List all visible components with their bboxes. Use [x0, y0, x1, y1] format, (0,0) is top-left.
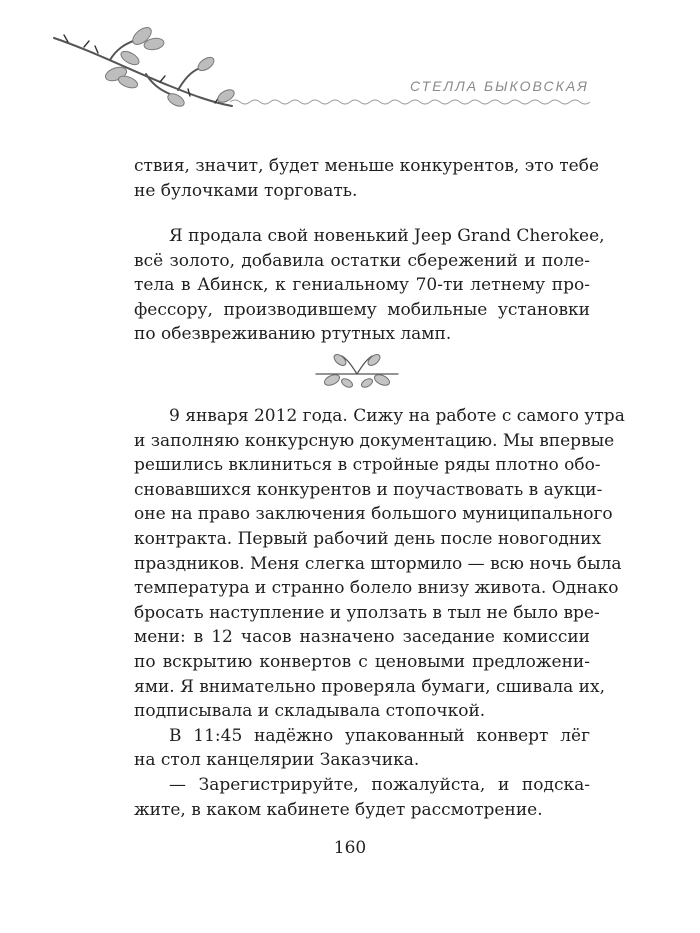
running-head: СТЕЛЛА БЫКОВСКАЯ: [410, 78, 589, 94]
text-line: бросать наступление и уползать в тыл не было вре-: [134, 602, 600, 623]
paragraph-january: [134, 404, 625, 822]
text-line: на стол канцелярии Заказчика.: [134, 750, 420, 771]
text-line: и заполняю конкурсную документацию. Мы впервые: [134, 430, 615, 451]
text-line: — Зарегистрируйте, пожалуйста, и подска-: [169, 774, 590, 795]
text-line: ствия, значит, будет меньше конкурентов, это тебе: [134, 156, 600, 176]
text-line: В 11:45 надёжно упакованный конверт лёг: [169, 725, 590, 746]
text-line: мени: в 12 часов назначено заседание комиссии: [134, 627, 590, 648]
text-line: 9 января 2012 года. Сижу на работе с самого утра: [169, 406, 625, 426]
text-line: подписывала и складывала стопочкой.: [134, 701, 486, 722]
paragraph-continued: [134, 154, 600, 203]
text-line: фессору, производившему мобильные установки: [134, 299, 590, 320]
text-line: не булочками торговать.: [134, 180, 358, 201]
leaf-ornament-icon: [312, 350, 402, 392]
text-line: всё золото, добавила остатки сбережений и поле-: [134, 250, 590, 271]
text-line: жите, в каком кабинете будет рассмотрение.: [134, 799, 543, 820]
branch-with-leaves-icon: [50, 20, 240, 120]
text-line: контракта. Первый рабочий день после новогодних: [134, 528, 602, 549]
paragraph-jeep: [134, 224, 605, 347]
wavy-divider: [230, 97, 590, 107]
text-line: Я продала свой новенький Jeep Grand Cherokee,: [169, 226, 605, 246]
text-line: по вскрытию конвертов с ценовыми предложени-: [134, 651, 590, 672]
text-line: ями. Я внимательно проверяла бумаги, сшивала их,: [134, 676, 605, 697]
text-line: решились вклиниться в стройные ряды плотно обо-: [134, 455, 601, 476]
text-line: по обезвреживанию ртутных ламп.: [134, 324, 452, 345]
text-line: праздников. Меня слегка штормило — всю ночь была: [134, 553, 622, 574]
page-number: 160: [333, 838, 367, 858]
text-line: температура и странно болело внизу живота. Однако: [134, 578, 619, 599]
text-line: оне на право заключения большого муниципального: [134, 504, 613, 525]
text-line: сновавшихся конкурентов и поучаствовать в аукци-: [134, 479, 603, 500]
text-line: тела в Абинск, к гениальному 70-ти летнему про-: [134, 275, 590, 296]
